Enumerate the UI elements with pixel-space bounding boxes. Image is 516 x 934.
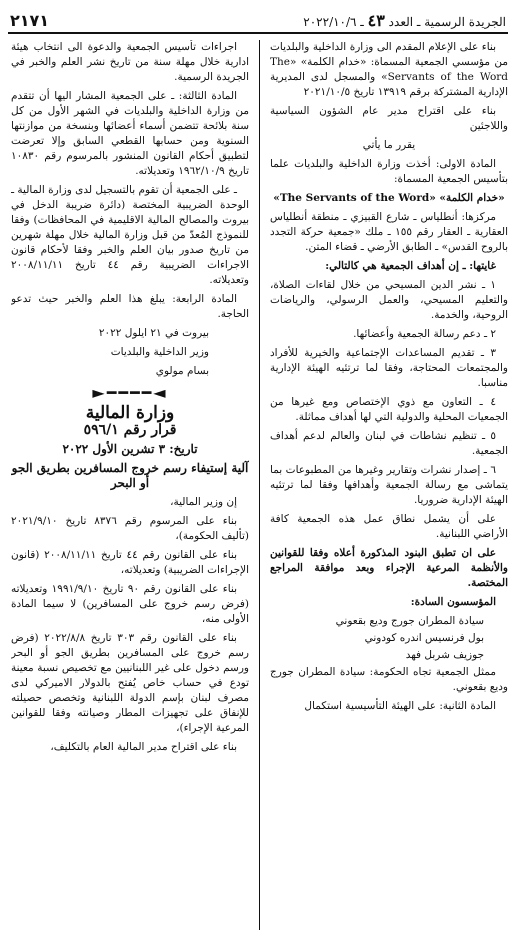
- paragraph: إن وزير المالية،: [170, 496, 237, 508]
- article-three: المادة الثالثة: ـ على الجمعية المشار اليها أن تتقدم من وزارة الداخلية والبلديات في الشهر الأول من كل سنة بلائحة تتضمن أسماء أعضائها وبنسخة من موازنتها السنوية ومن حسابها القطعي السابق وإلا تعرضت لتطبيق أحكام القانون المنشور بالمرسوم رقم ١٠٨٣٠ تاريخ ١٩٦٢/١٠/٩ وتعديلاته.: [11, 90, 249, 177]
- article-four: المادة الرابعة: يبلغ هذا العلم والخبر حيث تدعو الحاجة.: [11, 293, 249, 320]
- right-column: [262, 40, 508, 930]
- objective-item: ٤ ـ التعاون مع ذوي الإختصاص ومع غيرها من الجمعيات المحلية والدولية التي لها أهداف مماثلة.: [270, 396, 508, 423]
- page-header: [8, 6, 508, 34]
- founders-list: [270, 614, 508, 663]
- columns: [8, 40, 508, 930]
- publication-name: الجريدة الرسمية ـ العدد: [388, 15, 506, 29]
- objective-item: ٢ ـ دعم رسالة الجمعية وأعضائها.: [353, 328, 496, 340]
- association-name: «خدام الكلمة» «The Servants of the Word»: [273, 192, 505, 204]
- founders-heading: المؤسسون السادة:: [410, 596, 496, 608]
- founder-name: جوزيف شربل فهد: [405, 649, 484, 661]
- paragraph: بناء على الإعلام المقدم الى وزارة الداخلية والبلديات من مؤسسي الجمعية المسماة: «خدام الكلمة» «The Servants of the Word» والمسجل لدى المديرية الإدارية المشتركة برقم ١٣٩١٩ تاريخ ٢٠٢١/١٠/٥: [270, 41, 508, 98]
- objective-item: ٣ ـ تقديم المساعدات الإجتماعية والخيرية للأفراد والمجتمعات المحتاجة، وفقا لما ترتئيه الهيئة الإدارية مناسبا.: [270, 347, 508, 389]
- article-one: المادة الاولى: أخذت وزارة الداخلية والبلديات علما بتأسيس الجمعية المسماة:: [270, 158, 508, 185]
- decision-number: قرار رقم ٥٩٦/١: [83, 422, 177, 438]
- section-divider-ornament: ◄━━━━►: [92, 383, 168, 402]
- founder-name: بول فرنسيس اندره كودوني: [364, 632, 484, 644]
- header-title: [303, 11, 506, 30]
- left-column: [11, 40, 257, 930]
- objectives-heading: غايتها: ـ إن أهداف الجمعية هي كالتالي:: [325, 260, 496, 272]
- decision-heading: يقرر ما يأتي: [362, 139, 416, 151]
- paragraph: بناء على القانون رقم ٣٠٣ تاريخ ٢٠٢٢/٨/٨ (فرض رسم خروج على المسافرين بطريق الجو أو البحر ورسم دخول على غير اللبنانيين مع تخصيص نسبة معينة تودع في حساب خاص يُفتح بالدولار الاميركي لدى مصرف لبنان بإسم الدولة اللبنانية وتخصص حصيلته للإنفاق على تجهيزات المطار وصيانته وفقا للقوانين المرعية الإجراء)،: [11, 632, 249, 734]
- paragraph: بناء على اقتراح مدير عام الشؤون السياسية واللاجئين: [270, 105, 508, 132]
- paragraph: بناء على القانون رقم ٤٤ تاريخ ٢٠٠٨/١١/١١ (قانون الإجراءات الضريبية) وتعديلاته،: [11, 549, 249, 576]
- government-representative: ممثل الجمعية تجاه الحكومة: سيادة المطران جورج وديع بقعوني.: [270, 666, 508, 693]
- objective-item: ٦ ـ إصدار نشرات وتقارير وغيرها من المطبوعات بما يتماشى مع رسالة الجمعية وأهدافها وفقا لما ترتئيه الهيئة الإدارية ضروريا.: [270, 464, 508, 506]
- signature-title: وزير الداخلية والبلديات: [110, 346, 209, 358]
- article-two: المادة الثانية: على الهيئة التأسيسية استكمال: [304, 700, 496, 712]
- objective-item: ٥ ـ تنظيم نشاطات في لبنان والعالم لدعم أهداف الجمعية.: [270, 430, 508, 457]
- paragraph: ـ على الجمعية أن تقوم بالتسجيل لدى وزارة المالية ـ الوحدة الضريبية المختصة (دائرة ضريبة الدخل في بيروت والمصالح المالية الاقليمية في المحافظات) وفقا للنموذج المُعدّ من قبل وزارة المالية خلال مهلة شهرين من تاريخ صدور بيان العلم والخبر وفقا لأحكام قانون الاجراءات الضريبية رقم ٤٤ تاريخ ٢٠٠٨/١١/١١ وتعديلاته.: [11, 184, 249, 286]
- column-divider: [259, 40, 260, 930]
- issue-date: ـ ٢٠٢٢/١٠/٦: [303, 15, 364, 29]
- headquarters: مركزها: أنطلياس ـ شارع القبيزي ـ منطقة أنطلياس العقارية ـ العقار رقم ١٥٥ ـ ملك «جمعية حركة التجدد بالروح القدس» ـ الطابق الأرضي ـ قضاء المتن.: [270, 211, 508, 253]
- page-number: ٢١٧١: [10, 11, 50, 30]
- issue-number: ٤٣: [367, 11, 385, 30]
- signature-name: بسام مولوي: [155, 365, 209, 377]
- paragraph: اجراءات تأسيس الجمعية والدعوة الى انتخاب هيئة ادارية خلال مهلة سنة من تاريخ نشر العلم والخبر في الجريدة الرسمية.: [11, 41, 249, 83]
- paragraph: بناء على اقتراح مدير المالية العام بالتكليف،: [50, 741, 237, 753]
- ministry-title: وزارة المالية: [85, 403, 175, 423]
- decision-date: تاريخ: ٣ تشرين الأول ٢٠٢٢: [62, 442, 198, 456]
- scope: على أن يشمل نطاق عمل هذه الجمعية كافة الأراضي اللبنانية.: [270, 513, 508, 540]
- signature-place-date: بيروت في ٢١ ايلول ٢٠٢٢: [98, 327, 209, 339]
- paragraph: بناء على المرسوم رقم ٨٣٧٦ تاريخ ٢٠٢١/٩/١٠ (تأليف الحكومة)،: [11, 515, 249, 542]
- paragraph: بناء على القانون رقم ٩٠ تاريخ ١٩٩١/٩/١٠ وتعديلاته (فرض رسم خروج على المسافرين) لا سيما المادة الأولى منه،: [11, 583, 249, 625]
- objective-item: ١ ـ نشر الدين المسيحي من خلال لقاءات الصلاة، والتعليم المسيحي، والعمل الرسولي، والرياضات الروحية، والخدمة.: [270, 279, 508, 321]
- decision-subject: آلية إستيفاء رسم خروج المسافرين بطريق الجو أو البحر: [11, 461, 249, 490]
- founder-name: سيادة المطران جورج وديع بقعوني: [335, 615, 484, 627]
- conditions: على ان تطبق البنود المذكورة أعلاه وفقا للقوانين والأنظمة المرعية الإجراء وبعد موافقة المراجع المختصة.: [270, 547, 508, 589]
